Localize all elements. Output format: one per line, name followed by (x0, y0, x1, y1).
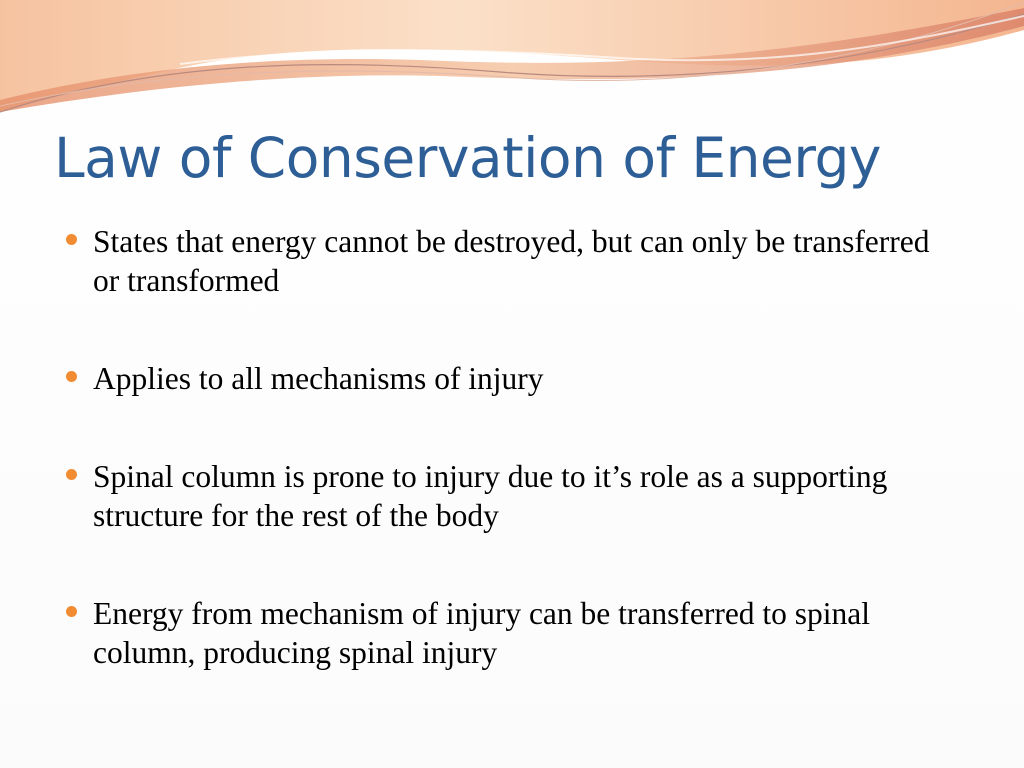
circle-bullet-icon (66, 371, 77, 382)
bullet-text: Spinal column is prone to injury due to it’s role as a supporting structure for the rest of the body (93, 459, 888, 533)
bullet-item (66, 457, 946, 535)
bullet-item (66, 222, 946, 300)
bullet-text: States that energy cannot be destroyed, but can only be transferred or transformed (93, 224, 930, 298)
bullet-item (66, 359, 946, 398)
slide-title: Law of Conservation of Energy (54, 126, 881, 190)
bullet-text: Energy from mechanism of injury can be transferred to spinal column, producing spinal injury (93, 596, 871, 670)
circle-bullet-icon (66, 234, 77, 245)
bullet-item (66, 594, 946, 672)
bullet-text: Applies to all mechanisms of injury (93, 361, 544, 396)
header-wave-decoration (0, 0, 1024, 130)
bullet-list (66, 222, 946, 731)
circle-bullet-icon (66, 606, 77, 617)
circle-bullet-icon (66, 469, 77, 480)
